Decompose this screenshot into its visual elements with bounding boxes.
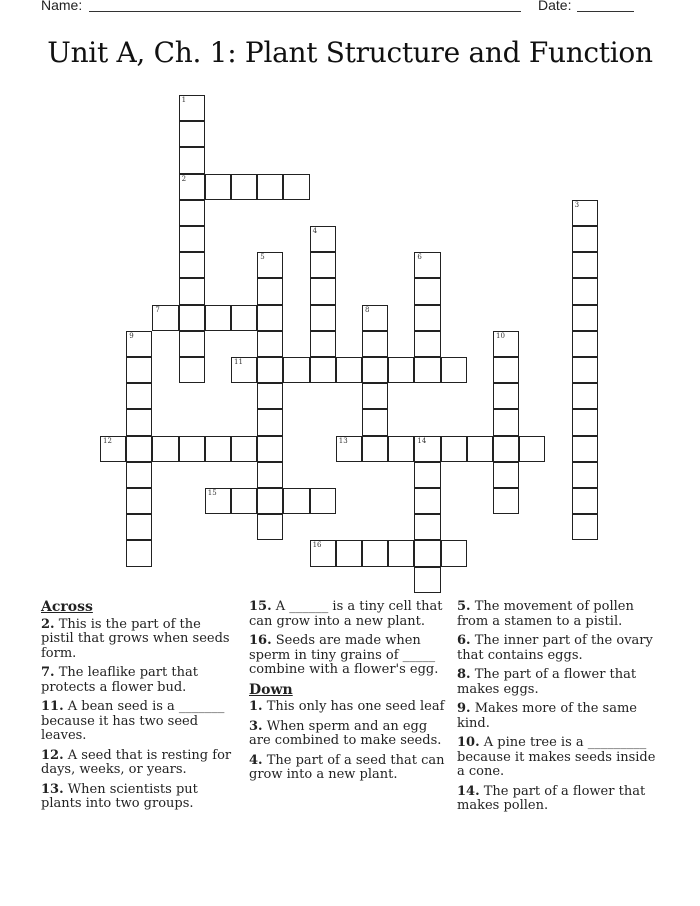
crossword-cell[interactable] [414, 462, 440, 488]
crossword-cell[interactable] [493, 462, 519, 488]
crossword-cell[interactable] [572, 226, 598, 252]
crossword-cell[interactable] [572, 200, 598, 226]
crossword-cell[interactable] [519, 436, 545, 462]
cell-number: 14 [417, 436, 427, 445]
crossword-cell[interactable] [257, 252, 283, 278]
clue-across-16: 16. Seeds are made when sperm in tiny grains of _____ combine with a flower's egg. [249, 633, 439, 677]
cell-number: 6 [417, 253, 422, 262]
crossword-cell[interactable] [310, 278, 336, 304]
crossword-cell[interactable] [414, 514, 440, 540]
cell-number: 3 [574, 200, 580, 209]
crossword-cell[interactable] [572, 278, 598, 304]
cell-number: 10 [496, 331, 505, 340]
crossword-cell[interactable] [283, 488, 309, 514]
crossword-cell[interactable] [283, 174, 309, 200]
crossword-cell[interactable] [362, 540, 388, 566]
clue-across-12: 12. A seed that is resting for days, weeks, or years. [41, 747, 232, 777]
crossword-cell[interactable] [179, 278, 205, 304]
clues-column-2 [249, 600, 449, 788]
cell-number: 8 [365, 305, 370, 314]
cell-number: 15 [207, 489, 217, 497]
down-heading: Down [249, 681, 293, 698]
clue-down-10: 10. A pine tree is a _________ because it makes seeds inside a cone. [457, 735, 656, 779]
crossword-cell[interactable] [152, 436, 178, 462]
crossword-cell[interactable] [257, 383, 283, 409]
crossword-cell[interactable] [493, 383, 519, 409]
crossword-cell[interactable] [414, 331, 440, 357]
crossword-cell[interactable] [310, 357, 336, 383]
crossword-cell[interactable] [126, 383, 152, 409]
crossword-cell[interactable] [179, 200, 205, 226]
cell-number: 1 [181, 96, 187, 104]
crossword-cell[interactable] [179, 436, 205, 462]
cell-number: 11 [234, 358, 243, 366]
crossword-cell[interactable] [572, 488, 598, 514]
crossword-cell[interactable] [126, 436, 152, 462]
cell-number: 9 [129, 331, 134, 340]
crossword-cell[interactable] [362, 409, 388, 435]
clues-column-1 [41, 600, 236, 817]
clue-down-8: 8. The part of a flower that makes eggs. [457, 667, 637, 697]
crossword-cell[interactable] [310, 226, 336, 252]
clue-across-15: 15. A ______ is a tiny cell that can grow into a new plant. [249, 599, 443, 629]
crossword-cell[interactable] [388, 357, 414, 383]
crossword-cell[interactable] [310, 540, 336, 566]
crossword-cell[interactable] [231, 305, 257, 331]
clue-down-9: 9. Makes more of the same kind. [457, 701, 637, 731]
crossword-cell[interactable] [362, 436, 388, 462]
crossword-cell[interactable] [205, 174, 231, 200]
cell-number: 4 [312, 227, 318, 235]
crossword-cell[interactable] [493, 409, 519, 435]
crossword-cell[interactable] [572, 514, 598, 540]
crossword-cell[interactable] [310, 331, 336, 357]
crossword-cell[interactable] [572, 331, 598, 357]
name-label: Name: [41, 0, 83, 13]
crossword-cell[interactable] [572, 409, 598, 435]
clue-across-13: 13. When scientists put plants into two groups. [41, 781, 198, 811]
crossword-cell[interactable] [414, 305, 440, 331]
clues-column-3 [457, 600, 657, 819]
crossword-cell[interactable] [231, 488, 257, 514]
crossword-cell[interactable] [179, 226, 205, 252]
crossword-cell[interactable] [126, 488, 152, 514]
crossword-cell[interactable] [414, 436, 440, 462]
crossword-cell[interactable] [126, 409, 152, 435]
crossword-cell[interactable] [257, 514, 283, 540]
crossword-cell[interactable] [126, 357, 152, 383]
crossword-cell[interactable] [179, 95, 205, 121]
crossword-cell[interactable] [126, 514, 152, 540]
date-label: Date: [538, 0, 572, 13]
crossword-cell[interactable] [441, 436, 467, 462]
clue-down-5: 5. The movement of pollen from a stamen to a pistil. [457, 599, 634, 629]
crossword-cell[interactable] [257, 305, 283, 331]
crossword-cell[interactable] [283, 357, 309, 383]
crossword-cell[interactable] [493, 357, 519, 383]
crossword-cell[interactable] [257, 174, 283, 200]
crossword-cell[interactable] [441, 357, 467, 383]
crossword-cell[interactable] [100, 436, 126, 462]
crossword-cell[interactable] [414, 567, 440, 593]
crossword-cell[interactable] [126, 462, 152, 488]
crossword-cell[interactable] [179, 252, 205, 278]
crossword-cell[interactable] [362, 383, 388, 409]
crossword-cell[interactable] [179, 121, 205, 147]
crossword-cell[interactable] [362, 331, 388, 357]
clue-down-4: 4. The part of a seed that can grow into a new plant. [249, 752, 445, 782]
crossword-cell[interactable] [179, 331, 205, 357]
crossword-cell[interactable] [152, 305, 178, 331]
crossword-cell[interactable] [126, 540, 152, 566]
crossword-cell[interactable] [310, 252, 336, 278]
crossword-cell[interactable] [414, 278, 440, 304]
crossword-cell[interactable] [257, 278, 283, 304]
crossword-cell[interactable] [467, 436, 493, 462]
crossword-cell[interactable] [493, 488, 519, 514]
crossword-cell[interactable] [257, 462, 283, 488]
crossword-cell[interactable] [179, 305, 205, 331]
clue-down-3: 3. When sperm and an egg are combined to make seeds. [249, 718, 442, 748]
crossword-cell[interactable] [205, 436, 231, 462]
crossword-cell[interactable] [336, 357, 362, 383]
crossword-cell[interactable] [388, 436, 414, 462]
crossword-cell[interactable] [231, 436, 257, 462]
crossword-cell[interactable] [336, 540, 362, 566]
crossword-cell[interactable] [572, 305, 598, 331]
crossword-cell[interactable] [493, 331, 519, 357]
crossword-cell[interactable] [414, 488, 440, 514]
clue-down-6: 6. The inner part of the ovary that contains eggs. [457, 633, 653, 663]
crossword-cell[interactable] [362, 305, 388, 331]
cell-number: 7 [155, 305, 160, 314]
across-heading: Across [41, 599, 93, 615]
crossword-cell[interactable] [572, 436, 598, 462]
crossword-cell[interactable] [179, 357, 205, 383]
crossword-cell[interactable] [257, 488, 283, 514]
crossword-cell[interactable] [231, 357, 257, 383]
crossword-cell[interactable] [572, 252, 598, 278]
clue-across-2: 2. This is the part of the pistil that grows when seeds form. [41, 616, 230, 661]
crossword-cell[interactable] [572, 357, 598, 383]
crossword-cell[interactable] [572, 462, 598, 488]
clue-down-1: 1. This only has one seed leaf [249, 699, 445, 714]
crossword-cell[interactable] [310, 305, 336, 331]
crossword-cell[interactable] [388, 540, 414, 566]
crossword-cell[interactable] [126, 331, 152, 357]
crossword-cell[interactable] [414, 540, 440, 566]
crossword-cell[interactable] [441, 540, 467, 566]
crossword-cell[interactable] [179, 147, 205, 173]
crossword-cell[interactable] [362, 357, 388, 383]
crossword-cell[interactable] [179, 174, 205, 200]
clue-down-14: 14. The part of a flower that makes pollen. [457, 783, 646, 813]
cell-number: 5 [260, 253, 265, 262]
crossword-cell[interactable] [493, 436, 519, 462]
crossword-cell[interactable] [257, 409, 283, 435]
crossword-cell[interactable] [310, 488, 336, 514]
cell-number: 13 [338, 436, 348, 445]
crossword-cell[interactable] [414, 357, 440, 383]
cell-number: 2 [181, 174, 187, 183]
cell-number: 16 [312, 541, 322, 550]
crossword-cell[interactable] [336, 436, 362, 462]
crossword-cell[interactable] [257, 331, 283, 357]
crossword-cell[interactable] [572, 383, 598, 409]
crossword-cell[interactable] [414, 252, 440, 278]
clue-across-7: 7. The leaflike part that protects a flower bud. [41, 665, 198, 695]
crossword-cell[interactable] [231, 174, 257, 200]
crossword-cell[interactable] [205, 305, 231, 331]
crossword-cell[interactable] [257, 357, 283, 383]
cell-number: 12 [103, 436, 112, 445]
clue-across-11: 11. A bean seed is a _______ because it has two seed leaves. [41, 699, 225, 743]
page-title: Unit A, Ch. 1: Plant Structure and Function [47, 36, 653, 69]
crossword-cell[interactable] [205, 488, 231, 514]
crossword-cell[interactable] [257, 436, 283, 462]
